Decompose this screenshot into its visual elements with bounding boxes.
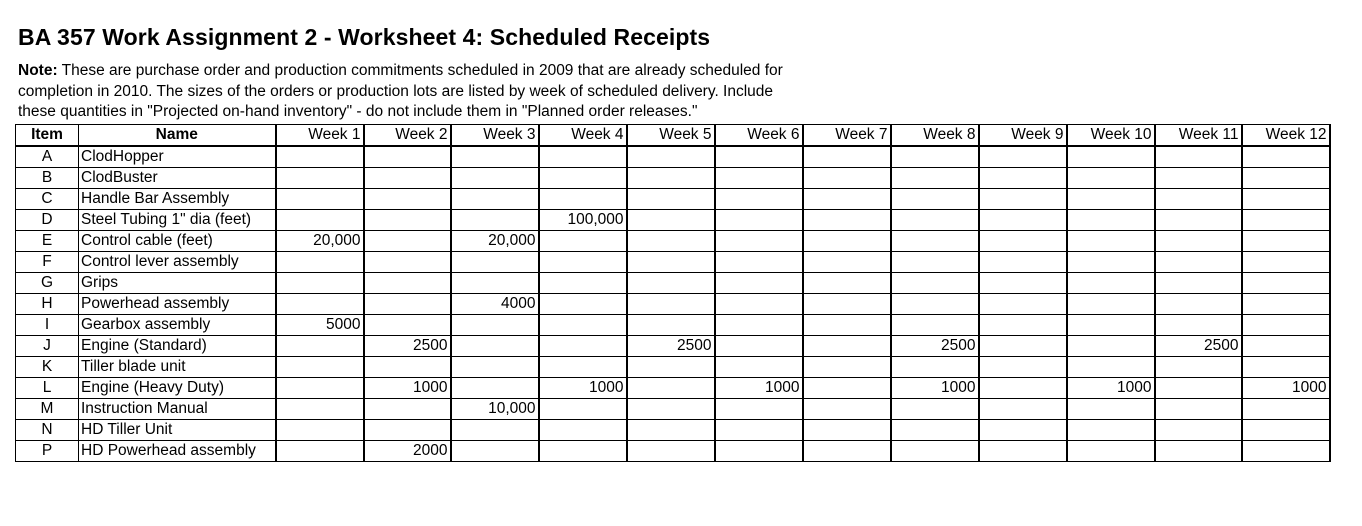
receipt-cell-week-9 bbox=[979, 146, 1067, 168]
receipt-cell-week-9 bbox=[979, 378, 1067, 399]
item-code-cell: E bbox=[16, 231, 79, 252]
note-line-3: these quantities in "Projected on-hand inventory" - do not include them in "Planned order releases." bbox=[18, 103, 698, 120]
receipt-cell-week-12 bbox=[1242, 399, 1330, 420]
receipt-cell-week-2 bbox=[364, 399, 451, 420]
receipt-cell-week-2 bbox=[364, 252, 451, 273]
receipt-cell-week-1 bbox=[276, 146, 364, 168]
header-week-11: Week 11 bbox=[1155, 125, 1242, 147]
receipt-cell-week-2 bbox=[364, 294, 451, 315]
table-row bbox=[16, 273, 1330, 294]
item-name-cell: Tiller blade unit bbox=[79, 357, 276, 378]
receipt-cell-week-10 bbox=[1067, 441, 1155, 462]
item-code-cell: K bbox=[16, 357, 79, 378]
table-body bbox=[16, 146, 1330, 462]
receipt-cell-week-2 bbox=[364, 210, 451, 231]
table-row bbox=[16, 336, 1330, 357]
receipt-cell-week-6 bbox=[715, 315, 803, 336]
receipt-cell-week-12 bbox=[1242, 231, 1330, 252]
receipt-cell-week-6 bbox=[715, 168, 803, 189]
receipt-cell-week-3: 4000 bbox=[451, 294, 539, 315]
item-code-cell: L bbox=[16, 378, 79, 399]
header-week-7: Week 7 bbox=[803, 125, 891, 147]
receipt-cell-week-8 bbox=[891, 146, 979, 168]
receipt-cell-week-7 bbox=[803, 357, 891, 378]
header-week-1: Week 1 bbox=[276, 125, 364, 147]
receipt-cell-week-4 bbox=[539, 252, 627, 273]
receipt-cell-week-9 bbox=[979, 189, 1067, 210]
receipt-cell-week-4 bbox=[539, 146, 627, 168]
receipt-cell-week-4 bbox=[539, 273, 627, 294]
receipt-cell-week-3 bbox=[451, 210, 539, 231]
receipt-cell-week-12 bbox=[1242, 441, 1330, 462]
receipt-cell-week-7 bbox=[803, 441, 891, 462]
receipt-cell-week-7 bbox=[803, 210, 891, 231]
receipt-cell-week-2 bbox=[364, 146, 451, 168]
item-name-cell: HD Powerhead assembly bbox=[79, 441, 276, 462]
receipt-cell-week-10 bbox=[1067, 252, 1155, 273]
receipt-cell-week-4 bbox=[539, 294, 627, 315]
receipt-cell-week-2 bbox=[364, 231, 451, 252]
receipt-cell-week-3 bbox=[451, 441, 539, 462]
receipt-cell-week-3 bbox=[451, 357, 539, 378]
item-code-cell: H bbox=[16, 294, 79, 315]
receipt-cell-week-12 bbox=[1242, 294, 1330, 315]
receipt-cell-week-12 bbox=[1242, 168, 1330, 189]
receipt-cell-week-3: 20,000 bbox=[451, 231, 539, 252]
header-week-2: Week 2 bbox=[364, 125, 451, 147]
receipt-cell-week-5 bbox=[627, 294, 715, 315]
receipt-cell-week-5 bbox=[627, 168, 715, 189]
receipt-cell-week-3 bbox=[451, 252, 539, 273]
note-paragraph bbox=[18, 61, 878, 123]
receipt-cell-week-3: 10,000 bbox=[451, 399, 539, 420]
receipt-cell-week-10 bbox=[1067, 315, 1155, 336]
receipt-cell-week-12 bbox=[1242, 146, 1330, 168]
item-name-cell: ClodBuster bbox=[79, 168, 276, 189]
receipt-cell-week-5 bbox=[627, 210, 715, 231]
item-code-cell: M bbox=[16, 399, 79, 420]
receipt-cell-week-4 bbox=[539, 420, 627, 441]
receipt-cell-week-6 bbox=[715, 441, 803, 462]
receipt-cell-week-3 bbox=[451, 336, 539, 357]
receipt-cell-week-5: 2500 bbox=[627, 336, 715, 357]
receipt-cell-week-9 bbox=[979, 294, 1067, 315]
table-row bbox=[16, 294, 1330, 315]
receipt-cell-week-10 bbox=[1067, 294, 1155, 315]
table-row bbox=[16, 357, 1330, 378]
receipt-cell-week-7 bbox=[803, 399, 891, 420]
note-label: Note: bbox=[18, 62, 58, 79]
item-code-cell: C bbox=[16, 189, 79, 210]
receipt-cell-week-9 bbox=[979, 231, 1067, 252]
note-text-1: These are purchase order and production commitments scheduled in 2009 that are already scheduled for bbox=[57, 62, 783, 79]
receipt-cell-week-1 bbox=[276, 294, 364, 315]
header-week-10: Week 10 bbox=[1067, 125, 1155, 147]
receipt-cell-week-6 bbox=[715, 189, 803, 210]
receipt-cell-week-12 bbox=[1242, 336, 1330, 357]
receipt-cell-week-5 bbox=[627, 378, 715, 399]
item-name-cell: Gearbox assembly bbox=[79, 315, 276, 336]
receipt-cell-week-9 bbox=[979, 420, 1067, 441]
receipt-cell-week-11 bbox=[1155, 189, 1242, 210]
item-name-cell: Instruction Manual bbox=[79, 399, 276, 420]
receipt-cell-week-2 bbox=[364, 420, 451, 441]
receipt-cell-week-9 bbox=[979, 336, 1067, 357]
receipt-cell-week-7 bbox=[803, 189, 891, 210]
receipt-cell-week-10 bbox=[1067, 168, 1155, 189]
receipt-cell-week-1 bbox=[276, 210, 364, 231]
receipt-cell-week-12 bbox=[1242, 210, 1330, 231]
receipt-cell-week-6 bbox=[715, 399, 803, 420]
receipt-cell-week-3 bbox=[451, 420, 539, 441]
receipt-cell-week-11 bbox=[1155, 146, 1242, 168]
receipt-cell-week-4: 1000 bbox=[539, 378, 627, 399]
receipt-cell-week-7 bbox=[803, 420, 891, 441]
receipt-cell-week-4 bbox=[539, 315, 627, 336]
item-code-cell: D bbox=[16, 210, 79, 231]
receipt-cell-week-10 bbox=[1067, 210, 1155, 231]
receipt-cell-week-1 bbox=[276, 420, 364, 441]
item-code-cell: J bbox=[16, 336, 79, 357]
receipt-cell-week-5 bbox=[627, 357, 715, 378]
receipt-cell-week-11 bbox=[1155, 231, 1242, 252]
item-code-cell: G bbox=[16, 273, 79, 294]
receipt-cell-week-5 bbox=[627, 252, 715, 273]
receipt-cell-week-1 bbox=[276, 441, 364, 462]
receipt-cell-week-1: 5000 bbox=[276, 315, 364, 336]
item-name-cell: Powerhead assembly bbox=[79, 294, 276, 315]
receipt-cell-week-11 bbox=[1155, 273, 1242, 294]
receipt-cell-week-10 bbox=[1067, 231, 1155, 252]
receipt-cell-week-7 bbox=[803, 273, 891, 294]
item-code-cell: P bbox=[16, 441, 79, 462]
receipt-cell-week-9 bbox=[979, 210, 1067, 231]
receipt-cell-week-8 bbox=[891, 168, 979, 189]
receipt-cell-week-2: 1000 bbox=[364, 378, 451, 399]
receipt-cell-week-4 bbox=[539, 189, 627, 210]
receipt-cell-week-12 bbox=[1242, 189, 1330, 210]
receipt-cell-week-8 bbox=[891, 357, 979, 378]
receipt-cell-week-6 bbox=[715, 146, 803, 168]
receipt-cell-week-10 bbox=[1067, 189, 1155, 210]
receipt-cell-week-7 bbox=[803, 378, 891, 399]
receipt-cell-week-3 bbox=[451, 168, 539, 189]
receipt-cell-week-9 bbox=[979, 357, 1067, 378]
receipt-cell-week-5 bbox=[627, 273, 715, 294]
receipt-cell-week-2 bbox=[364, 189, 451, 210]
receipt-cell-week-7 bbox=[803, 168, 891, 189]
receipt-cell-week-4: 100,000 bbox=[539, 210, 627, 231]
receipt-cell-week-6: 1000 bbox=[715, 378, 803, 399]
receipt-cell-week-8 bbox=[891, 273, 979, 294]
receipt-cell-week-8 bbox=[891, 441, 979, 462]
note-line-2: completion in 2010. The sizes of the orders or production lots are listed by week of scheduled delivery. Include bbox=[18, 82, 774, 100]
receipt-cell-week-11 bbox=[1155, 420, 1242, 441]
receipt-cell-week-2: 2500 bbox=[364, 336, 451, 357]
receipt-cell-week-8 bbox=[891, 420, 979, 441]
receipt-cell-week-10 bbox=[1067, 336, 1155, 357]
receipt-cell-week-11 bbox=[1155, 315, 1242, 336]
table-row bbox=[16, 168, 1330, 189]
receipt-cell-week-9 bbox=[979, 252, 1067, 273]
receipt-cell-week-3 bbox=[451, 146, 539, 168]
receipt-cell-week-1 bbox=[276, 189, 364, 210]
header-item: Item bbox=[16, 125, 79, 147]
receipt-cell-week-1 bbox=[276, 378, 364, 399]
receipt-cell-week-11 bbox=[1155, 252, 1242, 273]
item-code-cell: F bbox=[16, 252, 79, 273]
receipt-cell-week-8 bbox=[891, 252, 979, 273]
receipt-cell-week-4 bbox=[539, 336, 627, 357]
receipt-cell-week-2: 2000 bbox=[364, 441, 451, 462]
header-name: Name bbox=[79, 125, 276, 147]
receipt-cell-week-9 bbox=[979, 315, 1067, 336]
table-row bbox=[16, 420, 1330, 441]
receipt-cell-week-2 bbox=[364, 357, 451, 378]
receipt-cell-week-2 bbox=[364, 168, 451, 189]
receipt-cell-week-10 bbox=[1067, 357, 1155, 378]
receipt-cell-week-11 bbox=[1155, 399, 1242, 420]
receipt-cell-week-1 bbox=[276, 336, 364, 357]
receipt-cell-week-10: 1000 bbox=[1067, 378, 1155, 399]
receipt-cell-week-1 bbox=[276, 168, 364, 189]
header-week-9: Week 9 bbox=[979, 125, 1067, 147]
table-row bbox=[16, 189, 1330, 210]
receipt-cell-week-11 bbox=[1155, 294, 1242, 315]
receipt-cell-week-5 bbox=[627, 146, 715, 168]
receipt-cell-week-4 bbox=[539, 441, 627, 462]
table-row bbox=[16, 441, 1330, 462]
receipt-cell-week-5 bbox=[627, 315, 715, 336]
receipt-cell-week-3 bbox=[451, 315, 539, 336]
receipt-cell-week-11 bbox=[1155, 441, 1242, 462]
receipt-cell-week-12 bbox=[1242, 357, 1330, 378]
receipt-cell-week-5 bbox=[627, 231, 715, 252]
receipt-cell-week-3 bbox=[451, 273, 539, 294]
receipt-cell-week-8 bbox=[891, 399, 979, 420]
receipt-cell-week-5 bbox=[627, 189, 715, 210]
receipt-cell-week-7 bbox=[803, 231, 891, 252]
receipt-cell-week-1: 20,000 bbox=[276, 231, 364, 252]
receipt-cell-week-2 bbox=[364, 273, 451, 294]
receipt-cell-week-1 bbox=[276, 357, 364, 378]
receipt-cell-week-9 bbox=[979, 399, 1067, 420]
receipt-cell-week-4 bbox=[539, 168, 627, 189]
item-code-cell: A bbox=[16, 146, 79, 168]
item-code-cell: I bbox=[16, 315, 79, 336]
receipt-cell-week-7 bbox=[803, 146, 891, 168]
receipt-cell-week-7 bbox=[803, 294, 891, 315]
receipt-cell-week-8 bbox=[891, 210, 979, 231]
table-row bbox=[16, 315, 1330, 336]
receipt-cell-week-1 bbox=[276, 252, 364, 273]
receipt-cell-week-11 bbox=[1155, 168, 1242, 189]
receipt-cell-week-5 bbox=[627, 420, 715, 441]
header-week-6: Week 6 bbox=[715, 125, 803, 147]
receipt-cell-week-1 bbox=[276, 273, 364, 294]
receipt-cell-week-8 bbox=[891, 189, 979, 210]
receipt-cell-week-2 bbox=[364, 315, 451, 336]
receipt-cell-week-11 bbox=[1155, 357, 1242, 378]
receipt-cell-week-6 bbox=[715, 420, 803, 441]
receipt-cell-week-4 bbox=[539, 357, 627, 378]
item-code-cell: N bbox=[16, 420, 79, 441]
receipt-cell-week-7 bbox=[803, 252, 891, 273]
item-name-cell: Steel Tubing 1" dia (feet) bbox=[79, 210, 276, 231]
receipt-cell-week-8 bbox=[891, 231, 979, 252]
receipt-cell-week-10 bbox=[1067, 399, 1155, 420]
receipt-cell-week-12 bbox=[1242, 315, 1330, 336]
receipt-cell-week-10 bbox=[1067, 420, 1155, 441]
table-row bbox=[16, 399, 1330, 420]
item-name-cell: Engine (Standard) bbox=[79, 336, 276, 357]
receipt-cell-week-8 bbox=[891, 315, 979, 336]
table-row bbox=[16, 210, 1330, 231]
scheduled-receipts-table bbox=[15, 124, 1331, 462]
item-name-cell: HD Tiller Unit bbox=[79, 420, 276, 441]
header-week-8: Week 8 bbox=[891, 125, 979, 147]
item-name-cell: ClodHopper bbox=[79, 146, 276, 168]
receipt-cell-week-7 bbox=[803, 336, 891, 357]
table-row bbox=[16, 252, 1330, 273]
table-header-row bbox=[16, 125, 1330, 147]
table-row bbox=[16, 378, 1330, 399]
item-code-cell: B bbox=[16, 168, 79, 189]
table-row bbox=[16, 146, 1330, 168]
item-name-cell: Handle Bar Assembly bbox=[79, 189, 276, 210]
receipt-cell-week-4 bbox=[539, 231, 627, 252]
header-week-12: Week 12 bbox=[1242, 125, 1330, 147]
receipt-cell-week-8: 2500 bbox=[891, 336, 979, 357]
receipt-cell-week-10 bbox=[1067, 273, 1155, 294]
receipt-cell-week-12 bbox=[1242, 252, 1330, 273]
receipt-cell-week-9 bbox=[979, 273, 1067, 294]
header-week-3: Week 3 bbox=[451, 125, 539, 147]
receipt-cell-week-9 bbox=[979, 168, 1067, 189]
receipt-cell-week-3 bbox=[451, 189, 539, 210]
receipt-cell-week-6 bbox=[715, 273, 803, 294]
receipt-cell-week-7 bbox=[803, 315, 891, 336]
receipt-cell-week-6 bbox=[715, 252, 803, 273]
receipt-cell-week-11 bbox=[1155, 210, 1242, 231]
receipt-cell-week-8: 1000 bbox=[891, 378, 979, 399]
table-row bbox=[16, 231, 1330, 252]
receipt-cell-week-5 bbox=[627, 399, 715, 420]
item-name-cell: Grips bbox=[79, 273, 276, 294]
receipt-cell-week-5 bbox=[627, 441, 715, 462]
receipt-cell-week-1 bbox=[276, 399, 364, 420]
receipt-cell-week-4 bbox=[539, 399, 627, 420]
receipt-cell-week-6 bbox=[715, 294, 803, 315]
receipt-cell-week-6 bbox=[715, 231, 803, 252]
receipt-cell-week-6 bbox=[715, 357, 803, 378]
item-name-cell: Control lever assembly bbox=[79, 252, 276, 273]
header-week-4: Week 4 bbox=[539, 125, 627, 147]
note-line-1 bbox=[18, 61, 878, 82]
item-name-cell: Control cable (feet) bbox=[79, 231, 276, 252]
header-week-5: Week 5 bbox=[627, 125, 715, 147]
receipt-cell-week-10 bbox=[1067, 146, 1155, 168]
receipt-cell-week-9 bbox=[979, 441, 1067, 462]
receipt-cell-week-11: 2500 bbox=[1155, 336, 1242, 357]
receipt-cell-week-12 bbox=[1242, 420, 1330, 441]
receipt-cell-week-12: 1000 bbox=[1242, 378, 1330, 399]
receipt-cell-week-3 bbox=[451, 378, 539, 399]
receipt-cell-week-11 bbox=[1155, 378, 1242, 399]
item-name-cell: Engine (Heavy Duty) bbox=[79, 378, 276, 399]
receipt-cell-week-6 bbox=[715, 336, 803, 357]
receipt-cell-week-8 bbox=[891, 294, 979, 315]
worksheet-title: BA 357 Work Assignment 2 - Worksheet 4: Scheduled Receipts bbox=[18, 24, 711, 50]
receipt-cell-week-6 bbox=[715, 210, 803, 231]
receipt-cell-week-12 bbox=[1242, 273, 1330, 294]
